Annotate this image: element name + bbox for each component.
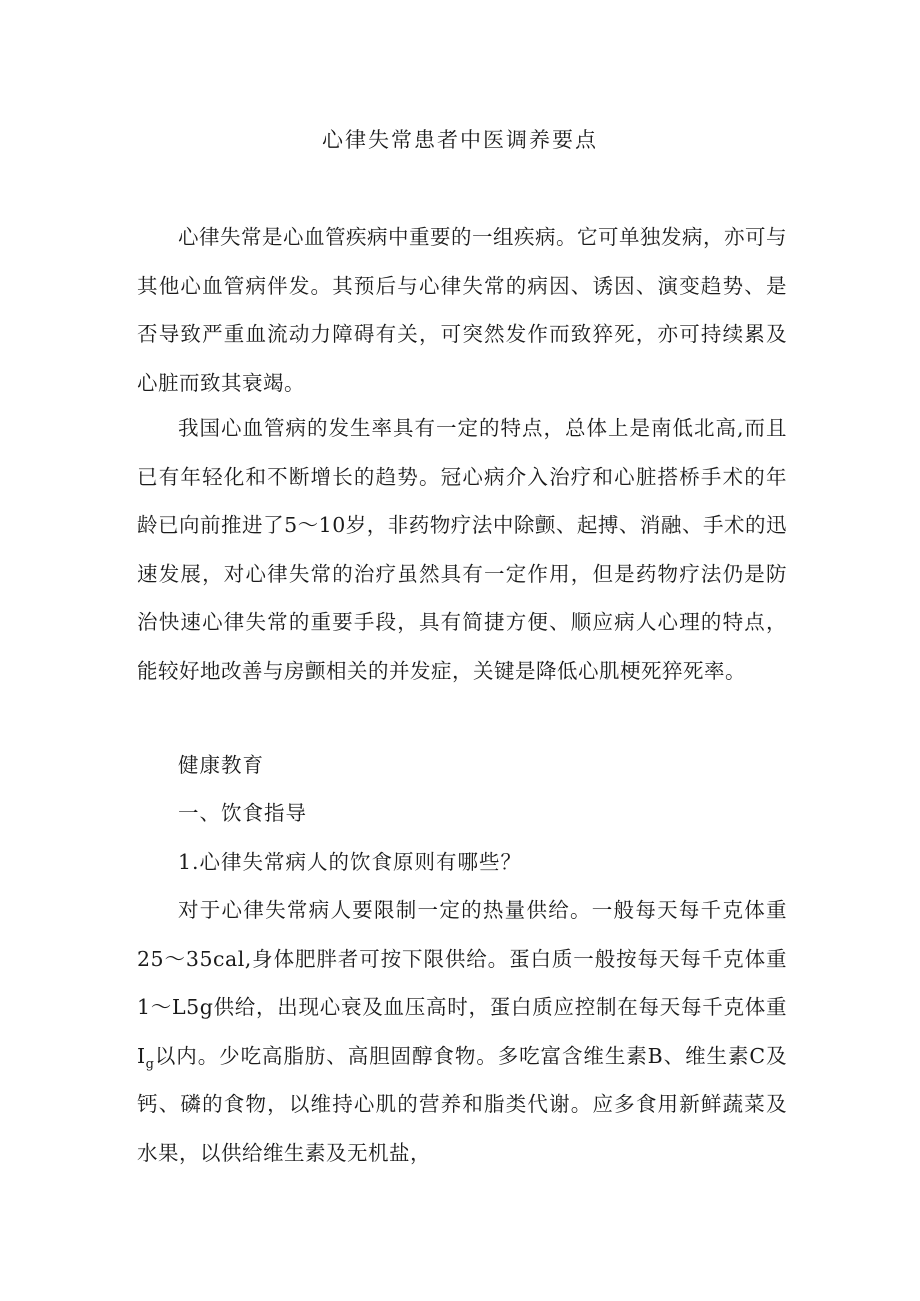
- paragraph-diet-principles: [137, 886, 787, 1177]
- document-title: 心律失常患者中医调养要点: [322, 128, 598, 152]
- paragraph-diet-part2: 以内。少吃高脂肪、高胆固醇食物。多吃富含维生素B、维生素C及钙、磷的食物，以维持心肌的营养和脂类代谢。应多食用新鲜蔬菜及水果，以供给维生素及无机盐，: [137, 1043, 787, 1165]
- section-heading-diet-guidance: 一、饮食指导: [178, 801, 307, 825]
- paragraph-epidemiology: 我国心血管病的发生率具有一定的特点，总体上是南低北高,而且已有年轻化和不断增长的趋势。冠心病介入治疗和心脏搭桥手术的年龄已向前推进了5～10岁，非药物疗法中除颤、起搏、消融、手术的迅速发展，对心律失常的治疗虽然具有一定作用，但是药物疗法仍是防治快速心律失常的重要手段，具有简捷方便、顺应病人心理的特点，能较好地改善与房颤相关的并发症，关键是降低心肌梗死猝死率。: [137, 416, 787, 683]
- question-diet-principles: 1.心律失常病人的饮食原则有哪些？: [178, 850, 523, 874]
- paragraph-diet-part1: 对于心律失常病人要限制一定的热量供给。一般每天每千克体重25～35cal,身体肥胖者可按下限供给。蛋白质一般按每天每千克体重1～L5g供给，出现心衰及血压高时，蛋白质应控制在每天每千克体重I: [137, 898, 787, 1068]
- section-heading-health-education: 健康教育: [178, 753, 264, 777]
- unit-subscript: g: [145, 1056, 155, 1072]
- paragraph-intro: 心律失常是心血管疾病中重要的一组疾病。它可单独发病，亦可与其他心血管病伴发。其预后与心律失常的病因、诱因、演变趋势、是否导致严重血流动力障碍有关，可突然发作而致猝死，亦可持续累及心脏而致其衰竭。: [137, 225, 787, 395]
